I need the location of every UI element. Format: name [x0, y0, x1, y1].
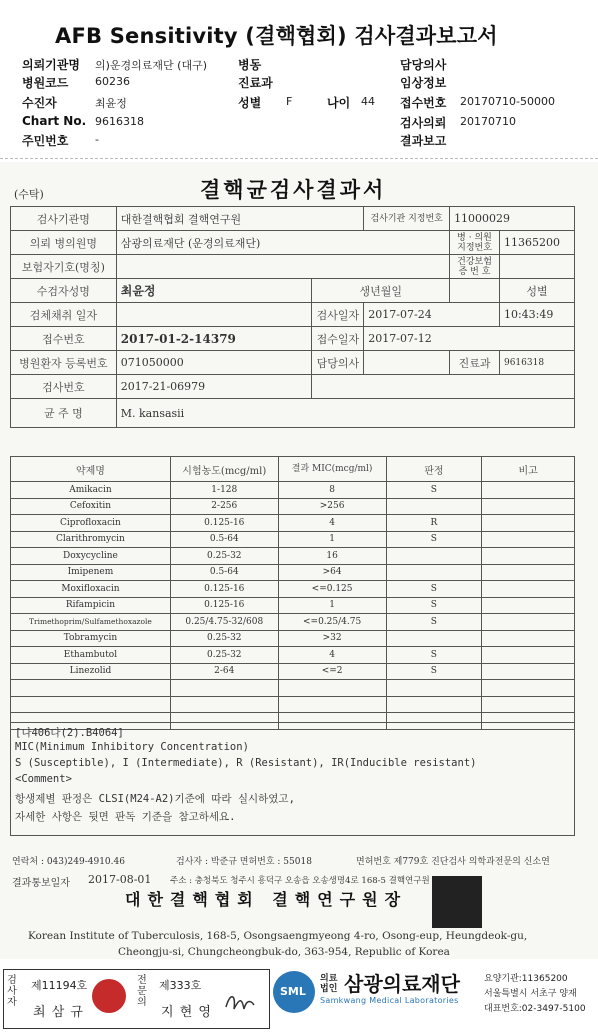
table-cell [386, 564, 482, 581]
info-value [364, 351, 450, 375]
field-label: 수진자 [22, 96, 57, 110]
scanned-report [0, 162, 598, 959]
table-row [11, 663, 575, 680]
column-header: 시험농도(mcg/ml) [170, 457, 278, 482]
info-label: 검사기관 지정번호 [364, 207, 450, 231]
note-line: 자세한 사항은 뒷면 판독 기준을 참고하세요. [15, 811, 236, 823]
table-cell: >64 [278, 564, 386, 581]
column-header: 결과 MIC(mcg/ml) [278, 457, 386, 482]
table-cell: 0.5-64 [170, 564, 278, 581]
field-label: 검사의뢰 [400, 116, 447, 130]
table-cell [482, 597, 575, 614]
specialist-signature [222, 989, 258, 1015]
page-title: AFB Sensitivity (결핵협회) 검사결과보고서 [55, 24, 498, 48]
field-value: 20170710-50000 [460, 95, 555, 108]
field-label: 병원코드 [22, 76, 69, 90]
table-cell: Ciprofloxacin [11, 515, 171, 532]
specialist-number: 제333호 [159, 979, 202, 992]
table-cell [482, 630, 575, 647]
table-cell: S [386, 482, 482, 499]
patient-info-table [10, 206, 575, 428]
info-value: 9616318 [499, 351, 574, 375]
table-cell: Trimethoprim/Sulfamethoxazole [11, 614, 171, 631]
table-row [11, 597, 575, 614]
info-value: 대한결핵협회 결핵연구원 [116, 207, 364, 231]
info-label: 성별 [499, 279, 574, 303]
info-label: 보험자기호(명칭) [11, 255, 117, 279]
table-cell: 16 [278, 548, 386, 565]
field-label: 임상정보 [400, 76, 447, 90]
table-row [11, 647, 575, 664]
table-cell: 0.25/4.75-32/608 [170, 614, 278, 631]
table-row [11, 614, 575, 631]
info-label: 수검자성명 [11, 279, 117, 303]
info-label: 건강보험 증 번 호 [450, 255, 500, 279]
info-value [116, 255, 449, 279]
column-header: 약제명 [11, 457, 171, 482]
table-cell: 0.25-32 [170, 548, 278, 565]
table-cell: 4 [278, 647, 386, 664]
table-cell: Cefoxitin [11, 498, 171, 515]
note-line: <Comment> [15, 773, 72, 785]
table-cell: Rifampicin [11, 597, 171, 614]
table-cell: R [386, 515, 482, 532]
table-cell: Moxifloxacin [11, 581, 171, 598]
info-value: 11000029 [450, 207, 575, 231]
examiner-name: 최 삼 규 [33, 1005, 84, 1020]
field-label: 성별 [238, 96, 262, 110]
table-cell [482, 515, 575, 532]
institute-name: 대한결핵협회 결핵연구원장 [125, 890, 408, 909]
note-line: [나406다(2).B4064] [15, 727, 124, 739]
table-cell [11, 680, 171, 697]
table-cell [170, 696, 278, 713]
info-label: 접수일자 [312, 327, 364, 351]
examiner-tag: 검사자 [7, 975, 17, 1008]
field-label: 접수번호 [400, 96, 447, 110]
table-cell: 1 [278, 597, 386, 614]
info-label: 생년월일 [312, 279, 450, 303]
official-seal [432, 876, 482, 928]
table-row [11, 498, 575, 515]
info-label: 검체채취 일자 [11, 303, 117, 327]
table-cell [482, 663, 575, 680]
table-cell: 2-64 [170, 663, 278, 680]
table-cell [386, 630, 482, 647]
table-cell: S [386, 597, 482, 614]
table-cell [386, 548, 482, 565]
footer-examiner: 검사자 : 박준규 면허번호 : 55018 [176, 857, 312, 867]
table-cell: 0.5-64 [170, 531, 278, 548]
table-cell: Ethambutol [11, 647, 171, 664]
field-label: 나이 [327, 96, 351, 110]
field-value: 20170710 [460, 115, 516, 128]
info-value: 2017-07-24 [364, 303, 500, 327]
info-label: 균 주 명 [11, 399, 117, 428]
patient-name: 최윤정 [116, 279, 312, 303]
note-line: 항생제별 판정은 CLSI(M24-A2)기준에 따라 실시하였고, [15, 793, 295, 805]
lab-info: 대표번호:02-3497-5100 [484, 1004, 586, 1014]
table-cell: 4 [278, 515, 386, 532]
table-cell: 0.25-32 [170, 647, 278, 664]
info-value: 2017-07-12 [364, 327, 575, 351]
examiner-seal [92, 979, 126, 1013]
logo-small: 의료법인 [320, 974, 338, 994]
field-value: - [95, 133, 99, 146]
field-label: 주민번호 [22, 134, 69, 148]
table-cell: Imipenem [11, 564, 171, 581]
field-value: 9616318 [95, 115, 144, 128]
info-label: 접수번호 [11, 327, 117, 351]
field-label: 의뢰기관명 [22, 58, 80, 72]
table-cell: 0.125-16 [170, 597, 278, 614]
field-value: 최윤정 [95, 97, 127, 110]
specialist-name: 지 현 영 [161, 1005, 212, 1020]
table-cell: 1-128 [170, 482, 278, 499]
footer-date-label: 결과통보일자 [12, 878, 70, 889]
table-cell: >256 [278, 498, 386, 515]
footer-phone: 연락처 : 043)249-4910.46 [12, 857, 125, 867]
table-cell [386, 696, 482, 713]
info-value [450, 279, 500, 303]
table-cell [278, 696, 386, 713]
table-cell [170, 680, 278, 697]
column-header: 판정 [386, 457, 482, 482]
table-cell: Clarithromycin [11, 531, 171, 548]
table-row [11, 696, 575, 713]
table-cell: Amikacin [11, 482, 171, 499]
table-row [11, 680, 575, 697]
table-cell [11, 696, 171, 713]
notes-box [10, 722, 575, 836]
table-cell: 0.25-32 [170, 630, 278, 647]
divider [0, 158, 598, 159]
species-value: M. kansasii [116, 399, 574, 428]
table-cell [482, 564, 575, 581]
examiner-number: 제11194호 [31, 979, 88, 992]
drug-sensitivity-table [10, 456, 575, 730]
footer-date: 2017-08-01 [88, 873, 152, 886]
table-cell: S [386, 531, 482, 548]
info-value [499, 255, 574, 279]
table-cell [482, 614, 575, 631]
report-header [0, 0, 598, 158]
table-row [11, 531, 575, 548]
table-cell [482, 696, 575, 713]
table-cell [386, 498, 482, 515]
table-cell [482, 482, 575, 499]
table-row [11, 630, 575, 647]
field-label: Chart No. [22, 114, 87, 128]
table-cell: <=0.125 [278, 581, 386, 598]
field-value: 의)운경의료재단 (대구) [95, 59, 208, 72]
info-label: 의뢰 병의원명 [11, 231, 117, 255]
table-cell [386, 680, 482, 697]
info-value: 2017-21-06979 [116, 375, 312, 399]
table-cell: >32 [278, 630, 386, 647]
footer-address: 주소 : 충청북도 청주시 흥덕구 오송읍 오송생명4로 168-5 결핵연구원 [170, 876, 430, 886]
table-cell: 0.125-16 [170, 581, 278, 598]
table-cell: S [386, 581, 482, 598]
info-label: 담당의사 [312, 351, 364, 375]
table-cell: 0.125-16 [170, 515, 278, 532]
info-label: 검사번호 [11, 375, 117, 399]
field-value: F [286, 95, 293, 108]
info-label: 검사기관명 [11, 207, 117, 231]
table-cell [482, 498, 575, 515]
signature-bar [0, 965, 598, 1034]
address-en: Korean Institute of Tuberculosis, 168-5, Osongsaengmyeong 4-ro, Osong-eup, Heungdeok-gu, [28, 930, 528, 942]
table-cell: 2-256 [170, 498, 278, 515]
table-cell [482, 647, 575, 664]
info-value [116, 303, 312, 327]
note-line: S (Susceptible), I (Intermediate), R (Resistant), IR(Inducible resistant) [15, 757, 477, 769]
logo-subtitle: Samkwang Medical Laboratories [320, 996, 459, 1005]
table-cell [278, 680, 386, 697]
info-value: 11365200 [499, 231, 574, 255]
table-row [11, 581, 575, 598]
table-row [11, 482, 575, 499]
info-value: 삼광의료재단 (운경의료재단) [116, 231, 449, 255]
table-cell: 8 [278, 482, 386, 499]
address-en: Cheongju-si, Chungcheongbuk-do, 363-954, Republic of Korea [118, 946, 450, 958]
table-cell [482, 548, 575, 565]
logo-text: 삼광의료재단 [344, 972, 460, 996]
note-line: MIC(Minimum Inhibitory Concentration) [15, 741, 249, 753]
info-value: 071050000 [116, 351, 312, 375]
table-cell: Tobramycin [11, 630, 171, 647]
lab-info: 요양기관:11365200 [484, 974, 568, 984]
lab-info: 서울특별시 서초구 양재 [484, 989, 577, 999]
report-title: 결핵균검사결과서 [200, 177, 387, 202]
table-cell: S [386, 647, 482, 664]
table-cell: Linezolid [11, 663, 171, 680]
field-value: 60236 [95, 75, 130, 88]
field-label: 결과보고 [400, 134, 447, 148]
info-label: 진료과 [450, 351, 500, 375]
table-cell: S [386, 663, 482, 680]
table-row [11, 515, 575, 532]
info-label: 검사일자 [312, 303, 364, 327]
table-cell: 1 [278, 531, 386, 548]
info-value: 10:43:49 [499, 303, 574, 327]
logo-mark: SML [273, 971, 315, 1013]
table-row [11, 548, 575, 565]
table-cell: <=2 [278, 663, 386, 680]
footer-license: 면허번호 제779호 진단검사 의학과전문의 신소연 [356, 857, 550, 867]
table-cell: S [386, 614, 482, 631]
report-tag: (수탁) [14, 188, 44, 201]
field-label: 담당의사 [400, 58, 447, 72]
table-cell: <=0.25/4.75 [278, 614, 386, 631]
info-label: 병 · 의원 지정번호 [450, 231, 500, 255]
field-label: 병동 [238, 58, 262, 72]
column-header: 비고 [482, 457, 575, 482]
info-label: 병원환자 등록번호 [11, 351, 117, 375]
info-value: 2017-01-2-14379 [116, 327, 312, 351]
field-label: 진료과 [238, 76, 273, 90]
table-cell: Doxycycline [11, 548, 171, 565]
table-cell [482, 581, 575, 598]
table-cell [482, 680, 575, 697]
table-row [11, 564, 575, 581]
specialist-tag: 전문의 [137, 975, 147, 1008]
field-value: 44 [361, 95, 375, 108]
table-cell [482, 531, 575, 548]
